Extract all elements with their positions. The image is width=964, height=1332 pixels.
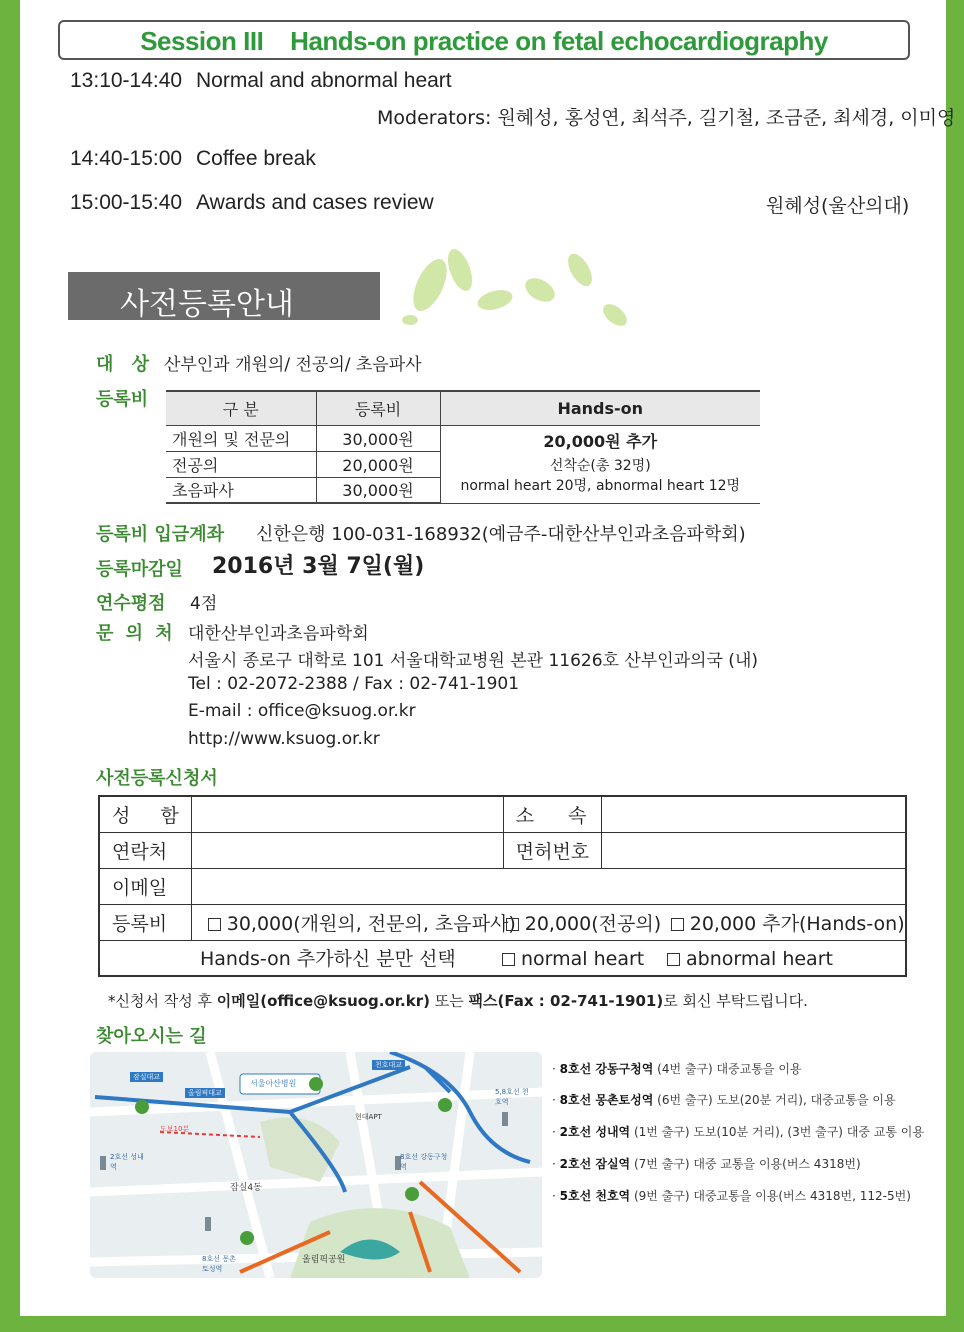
contact-label: 문 의 처 xyxy=(96,623,176,644)
account-label: 등록비 입금계좌 xyxy=(96,524,224,545)
direction-item-4: · 2호선 잠실역 (7번 출구) 대중 교통을 이용(버스 4318번) xyxy=(552,1157,861,1171)
form-affiliation-field[interactable] xyxy=(601,796,905,832)
map-label-olympic-bridge: 올림픽대교 xyxy=(185,1088,225,1098)
contact-address: 서울시 종로구 대학로 101 서울대학교병원 본관 11626호 산부인과의국 (내) xyxy=(188,651,758,671)
direction-item-5: · 5호선 천호역 (9번 출구) 대중교통을 이용(버스 4318번, 112-5번) xyxy=(552,1189,911,1203)
form-phone-label: 연락처 xyxy=(99,832,191,868)
map-label-apt: 현대APT xyxy=(355,1113,382,1121)
map-label-jamsil-bridge: 잠실대교 xyxy=(130,1072,163,1082)
location-map xyxy=(90,1052,542,1278)
handson-fee-cell xyxy=(440,425,760,503)
handson-option-abnormal[interactable]: abnormal heart xyxy=(667,948,833,970)
map-label-songnae: 2호선 성내역 xyxy=(110,1153,144,1171)
session-speaker-3: 원혜성(울산의대) xyxy=(766,195,910,217)
directions-heading: 찾아오시는 길 xyxy=(96,1026,207,1047)
contact-phone: Tel : 02-2072-2388 / Fax : 02-741-1901 xyxy=(188,674,520,694)
session-topic-2: Coffee break xyxy=(196,147,316,170)
map-label-cheonho: 5,8호선 천호역 xyxy=(495,1088,529,1106)
handson-select-label: Hands-on 추가하신 분만 선택 xyxy=(200,948,456,971)
fee-amount-2: 20,000원 xyxy=(316,451,440,477)
fee-table xyxy=(166,390,760,504)
form-fee-label: 등록비 xyxy=(99,904,191,940)
fee-label: 등록비 xyxy=(96,389,149,410)
contact-website-link[interactable]: http://www.ksuog.or.kr xyxy=(188,729,380,749)
form-submit-note: *신청서 작성 후 이메일(office@ksuog.or.kr) 또는 팩스(Fax : 02-741-1901)로 회신 부탁드립니다. xyxy=(108,992,808,1010)
target-label: 대 상 xyxy=(96,354,156,375)
session-moderators: Moderators: 원혜성, 홍성연, 최석주, 길기철, 조금준, 최세경, 이미영 xyxy=(377,107,956,129)
handson-fee-sub2: normal heart 20명, abnormal heart 12명 xyxy=(460,478,741,494)
form-email-label: 이메일 xyxy=(99,868,191,904)
registration-form xyxy=(98,795,907,977)
fee-option-1[interactable]: 30,000(개원의, 전문의, 초음파사) xyxy=(208,909,506,936)
account-value: 신한은행 100-031-168932(예금주-대한산부인과초음파학회) xyxy=(256,524,746,545)
handson-fee-main: 20,000원 추가 xyxy=(543,432,658,451)
leaf-decoration-icon xyxy=(380,240,640,335)
direction-item-3: · 2호선 성내역 (1번 출구) 도보(10분 거리), (3번 출구) 대중 교통 이용 xyxy=(552,1125,924,1139)
form-license-label: 면허번호 xyxy=(503,832,601,868)
direction-item-2: · 8호선 몽촌토성역 (6번 출구) 도보(20분 거리), 대중교통을 이용 xyxy=(552,1093,896,1107)
fee-category-3: 초음파사 xyxy=(166,477,316,503)
checkbox-icon[interactable] xyxy=(671,918,684,931)
target-value: 산부인과 개원의/ 전공의/ 초음파사 xyxy=(164,355,422,375)
map-label-road: 도보10분 xyxy=(160,1125,190,1133)
checkbox-icon[interactable] xyxy=(506,918,519,931)
session-time-1: 13:10-14:40 xyxy=(70,69,183,92)
page-sheet xyxy=(20,0,956,1316)
fee-table-header-handson: Hands-on xyxy=(440,391,760,425)
checkbox-icon[interactable] xyxy=(667,953,680,966)
fee-amount-3: 30,000원 xyxy=(316,477,440,503)
fee-option-2[interactable]: 20,000(전공의) xyxy=(506,909,671,936)
form-phone-field[interactable] xyxy=(191,832,503,868)
form-handson-row xyxy=(99,940,906,976)
form-affiliation-label: 소 속 xyxy=(503,796,601,832)
direction-item-1: · 8호선 강동구청역 (4번 출구) 대중교통을 이용 xyxy=(552,1062,802,1076)
map-label-mongchon: 8호선 몽촌토성역 xyxy=(202,1255,236,1273)
session-header-box xyxy=(58,20,910,60)
form-license-field[interactable] xyxy=(601,832,905,868)
map-label-gangdong: 8호선 강동구청역 xyxy=(400,1153,448,1171)
fee-table-header-category: 구 분 xyxy=(166,391,316,425)
deadline-value: 2016년 3월 7일(월) xyxy=(212,554,425,579)
checkbox-icon[interactable] xyxy=(502,953,515,966)
fee-category-2: 전공의 xyxy=(166,451,316,477)
fee-table-header-fee: 등록비 xyxy=(316,391,440,425)
session-time-2: 14:40-15:00 xyxy=(70,147,183,170)
map-label-cheonho-bridge: 천호대교 xyxy=(372,1060,405,1070)
handson-fee-sub1: 선착순(총 32명) xyxy=(549,458,651,474)
registration-heading: 사전등록안내 xyxy=(120,287,294,322)
form-fee-options xyxy=(191,904,905,940)
map-label-park: 올림픽공원 xyxy=(302,1255,346,1265)
session-topic-3: Awards and cases review xyxy=(196,191,434,214)
session-title: Session III Hands-on practice on fetal echocardiography xyxy=(140,26,828,56)
handson-option-normal[interactable]: normal heart xyxy=(502,948,667,970)
session-time-3: 15:00-15:40 xyxy=(70,191,183,214)
fee-amount-1: 30,000원 xyxy=(316,425,440,451)
checkbox-icon[interactable] xyxy=(208,918,221,931)
credit-value: 4점 xyxy=(190,594,218,614)
table-row xyxy=(166,425,760,451)
contact-email[interactable]: E-mail : office@ksuog.or.kr xyxy=(188,701,416,721)
map-label-jamsil: 잠실4동 xyxy=(230,1183,262,1193)
fee-option-3[interactable]: 20,000 추가(Hands-on) xyxy=(671,913,905,935)
map-label-hospital: 서울아산병원 xyxy=(250,1079,297,1088)
form-email-field[interactable] xyxy=(191,868,905,904)
form-name-field[interactable] xyxy=(191,796,503,832)
map-icon xyxy=(90,1052,542,1278)
credit-label: 연수평점 xyxy=(96,593,166,614)
form-name-label: 성 함 xyxy=(99,796,191,832)
contact-org: 대한산부인과초음파학회 xyxy=(188,624,369,644)
session-topic-1: Normal and abnormal heart xyxy=(196,69,452,92)
fee-category-1: 개원의 및 전문의 xyxy=(166,425,316,451)
deadline-label: 등록마감일 xyxy=(96,559,183,580)
form-heading: 사전등록신청서 xyxy=(96,768,218,789)
